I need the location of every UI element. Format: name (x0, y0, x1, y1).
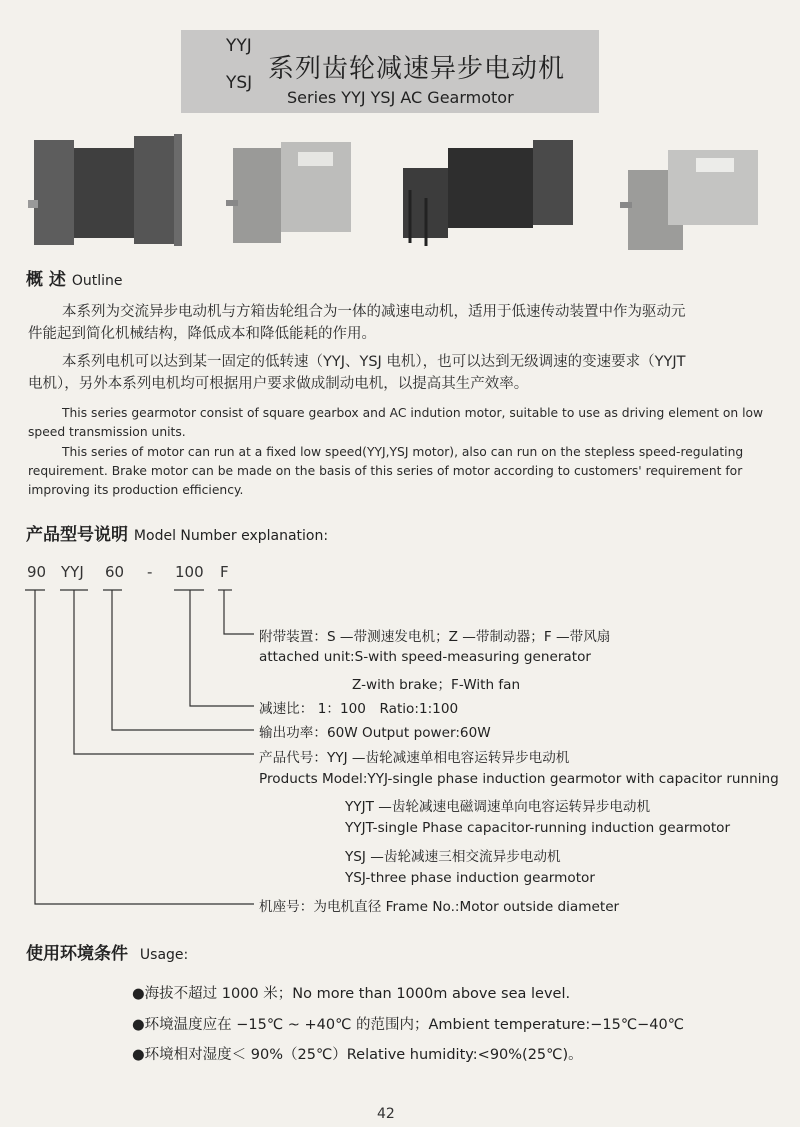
model-heading (26, 520, 328, 545)
outline-zh-p1-line2: 件能起到简化机械结构，降低成本和降低能耗的作用。 (28, 326, 376, 342)
attach-explanation-zh: 附带装置：S —带测速发电机；Z —带制动器；F —带风扇 (259, 629, 611, 645)
motor-photo-4 (620, 150, 758, 250)
title-english: Series YYJ YSJ AC Gearmotor (287, 88, 514, 107)
usage-item-altitude: ●海拔不超过 1000 米；No more than 1000m above sea level. (132, 986, 571, 1002)
usage-heading-zh: 使用环境条件 (26, 944, 128, 964)
yyjt-explanation-zh: YYJT —齿轮减速电磁调速单向电容运转异步电动机 (345, 799, 651, 815)
code-attach: F (220, 563, 229, 581)
outline-heading-en: Outline (71, 273, 123, 289)
title-chinese: 系列齿轮减速异步电动机 (268, 54, 566, 84)
model-heading-en: Model Number explanation: (133, 528, 329, 544)
code-frame: 90 (27, 563, 47, 581)
ysj-explanation-zh: YSJ —齿轮减速三相交流异步电动机 (345, 849, 561, 865)
usage-heading-en: Usage: (139, 947, 189, 963)
product-explanation-zh: 产品代号：YYJ —齿轮减速单相电容运转异步电动机 (259, 750, 570, 766)
code-dash: - (147, 563, 153, 581)
motor-photo-2 (226, 142, 351, 243)
attach-explanation-en2: Z-with brake；F-With fan (352, 677, 521, 693)
outline-en-p1-line1: This series gearmotor consist of square gearbox and AC indution motor, suitable to use as driving element on low (62, 406, 764, 420)
motor-photos (28, 128, 768, 258)
yyjt-explanation-en: YYJT-single Phase capacitor-running induction gearmotor (345, 820, 731, 836)
product-explanation-en: Products Model:YYJ-single phase induction gearmotor with capacitor running (259, 771, 779, 787)
frame-explanation: 机座号：为电机直径 Frame No.:Motor outside diameter (259, 899, 620, 915)
usage-item-humidity: ●环境相对湿度＜ 90%（25℃）Relative humidity:<90%(25℃)。 (132, 1047, 583, 1063)
usage-heading (26, 939, 188, 964)
outline-zh-p1-line1: 本系列为交流异步电动机与方箱齿轮组合为一体的减速电动机，适用于低速传动装置中作为驱动元 (62, 304, 686, 320)
outline-en-p1-line2: speed transmission units. (28, 425, 186, 439)
title-code-ysj: YSJ (226, 73, 253, 93)
ysj-explanation-en: YSJ-three phase induction gearmotor (345, 870, 595, 886)
power-explanation: 输出功率：60W Output power:60W (259, 725, 491, 741)
code-product: YYJ (61, 563, 84, 581)
outline-en-p2-line2: requirement. Brake motor can be made on the basis of this series of motor according to customers' requirement for (28, 464, 743, 478)
motor-photo-1 (28, 134, 182, 246)
usage-item-temperature: ●环境温度应在 −15℃ ~ +40℃ 的范围内；Ambient temperature:−15℃−40℃ (132, 1017, 684, 1033)
motor-photo-3 (403, 140, 573, 246)
attach-explanation-en1: attached unit:S-with speed-measuring generator (259, 649, 591, 665)
code-power: 60 (105, 563, 125, 581)
outline-en-p2-line1: This series of motor can run at a fixed low speed(YYJ,YSJ motor), also can run on the stepless speed-regulating (62, 445, 744, 459)
code-ratio: 100 (175, 563, 204, 581)
outline-en-p2-line3: improving its production efficiency. (28, 483, 244, 497)
ratio-explanation: 减速比： 1：100 Ratio:1:100 (259, 701, 459, 717)
outline-heading-zh: 概 述 (26, 270, 66, 290)
model-heading-zh: 产品型号说明 (26, 525, 128, 545)
title-code-yyj: YYJ (226, 36, 252, 56)
page-number: 42 (377, 1106, 395, 1122)
outline-zh-p2-line1: 本系列电机可以达到某一固定的低转速（YYJ、YSJ 电机），也可以达到无级调速的变速要求（YYJT (62, 354, 686, 370)
outline-heading (26, 265, 123, 290)
outline-zh-p2-line2: 电机），另外本系列电机均可根据用户要求做成制动电机，以提高其生产效率。 (28, 376, 529, 392)
